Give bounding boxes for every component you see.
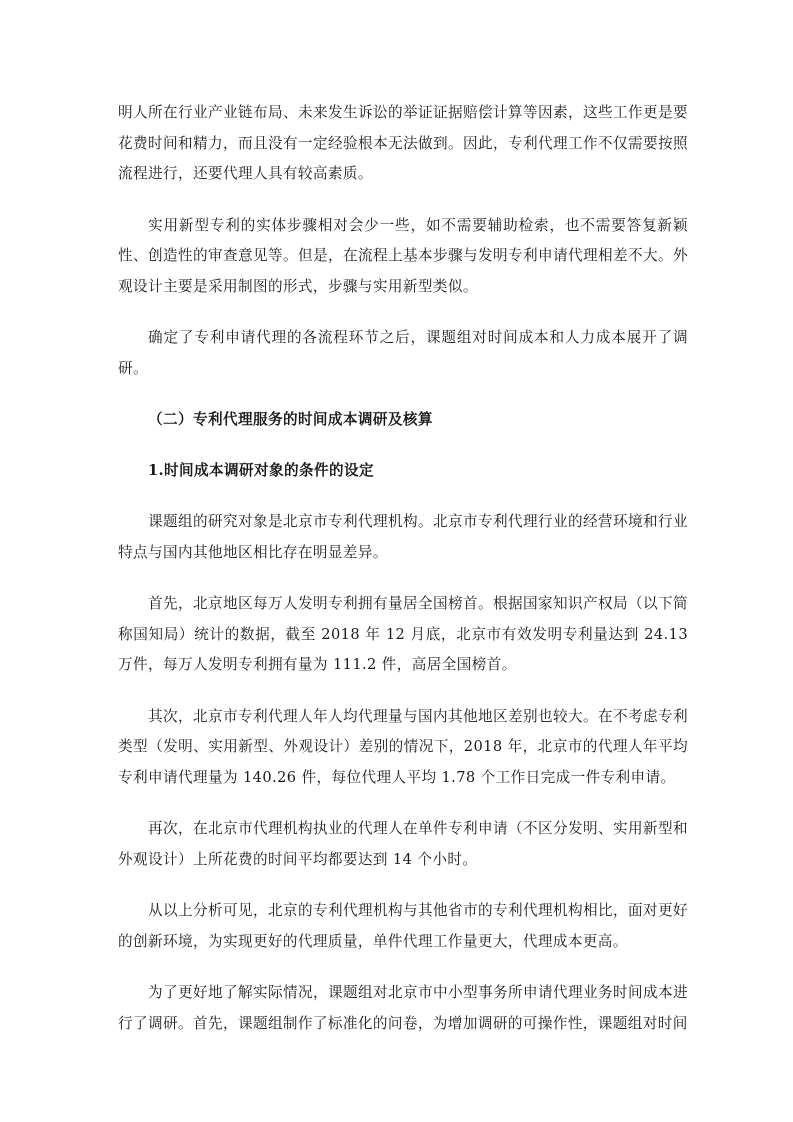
paragraph-utility-model: 实用新型专利的实体步骤相对会少一些，如不需要辅助检索，也不需要答复新颖性、创造性的审查意见等。但是，在流程上基本步骤与发明专利申请代理相差不大。外观设计主要是采用制图的形式，步骤与实用新型类似。 [118, 216, 688, 295]
paragraph-survey: 为了更好地了解实际情况，课题组对北京市中小型事务所申请代理业务时间成本进行了调研。首先，课题组制作了标准化的问卷，为增加调研的可操作性，课题组对时间 [118, 984, 688, 1032]
paragraph-research-object: 课题组的研究对象是北京市专利代理机构。北京市专利代理行业的经营环境和行业特点与国内其他地区相比存在明显差异。 [118, 513, 688, 561]
section-heading: （二）专利代理服务的时间成本调研及核算 [148, 411, 433, 428]
subsection-heading: 1.时间成本调研对象的条件的设定 [148, 462, 374, 479]
paragraph-first: 首先，北京地区每万人发明专利拥有量居全国榜首。根据国家知识产权局（以下简称国知局）统计的数据，截至 2018 年 12 月底，北京市有效发明专利量达到 24.13 万件，每万人发明专利拥有量为 111.2 件，高居全国榜首。 [118, 595, 688, 673]
page-content [118, 98, 688, 1060]
paragraph-analysis: 从以上分析可见，北京的专利代理机构与其他省市的专利代理机构相比，面对更好的创新环境，为实现更好的代理质量，单件代理工作量更大，代理成本更高。 [118, 902, 688, 950]
paragraph-continuation: 明人所在行业产业链布局、未来发生诉讼的举证证据赔偿计算等因素，这些工作更是要花费时间和精力，而且没有一定经验根本无法做到。因此，专利代理工作不仅需要按照流程进行，还要代理人具有较高素质。 [118, 104, 688, 182]
paragraph-second: 其次，北京市专利代理人年人均代理量与国内其他地区差别也较大。在不考虑专利类型（发明、实用新型、外观设计）差别的情况下，2018 年，北京市的代理人年平均专利申请代理量为 140.26 件，每位代理人平均 1.78 个工作日完成一件专利申请。 [118, 707, 688, 786]
paragraph-third: 再次，在北京市代理机构执业的代理人在单件专利申请（不区分发明、实用新型和外观设计）上所花费的时间平均都要达到 14 个小时。 [118, 820, 688, 868]
paragraph-research-start: 确定了专利申请代理的各流程环节之后，课题组对时间成本和人力成本展开了调研。 [118, 329, 688, 377]
